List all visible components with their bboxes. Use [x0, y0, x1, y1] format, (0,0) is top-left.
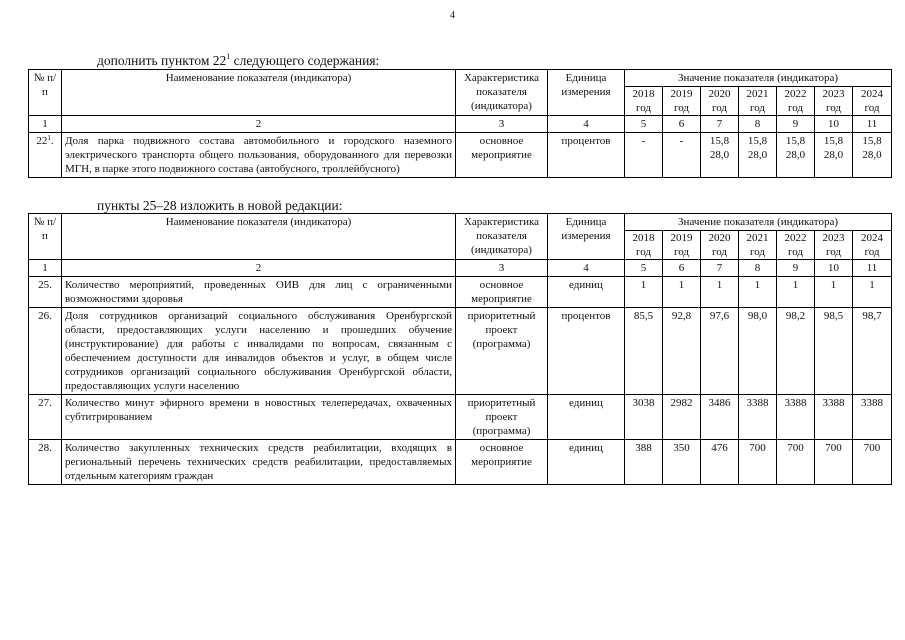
row-characteristic: основное мероприятие — [456, 133, 548, 178]
column-number: 10 — [815, 260, 853, 277]
header-year: 2018 год — [625, 231, 663, 260]
row-value: 3388 — [815, 395, 853, 440]
header-unit: Единица измерения — [548, 70, 625, 116]
row-name: Количество закупленных технических средств реабилитации, входящих в региональный перечень технических средств реабилитации, предоставляемых отдельным категориям граждан — [62, 440, 456, 485]
row-value: 98,5 — [815, 308, 853, 395]
header-year: 2019 год — [663, 231, 701, 260]
column-number: 4 — [548, 260, 625, 277]
column-number: 2 — [62, 116, 456, 133]
page-number: 4 — [450, 10, 455, 21]
row-value: - — [663, 133, 701, 178]
row-value: 3038 — [625, 395, 663, 440]
row-value: 700 — [777, 440, 815, 485]
header-year: 2018 год — [625, 87, 663, 116]
row-value: 700 — [739, 440, 777, 485]
header-year: 2020 год — [701, 231, 739, 260]
table-row — [29, 440, 892, 485]
row-number-suffix: . — [50, 135, 54, 147]
header-year: 2020 год — [701, 87, 739, 116]
row-name: Количество мероприятий, проведенных ОИВ для лиц с ограниченными возможностями здоровья — [62, 277, 456, 308]
row-value: - — [625, 133, 663, 178]
table-row — [29, 395, 892, 440]
column-number: 10 — [815, 116, 853, 133]
row-value: 1 — [663, 277, 701, 308]
row-value: 97,6 — [701, 308, 739, 395]
row-value: 15,8 28,0 — [853, 133, 892, 178]
column-number-row — [29, 260, 892, 277]
table-row — [29, 133, 892, 178]
row-value: 15,8 28,0 — [701, 133, 739, 178]
header-year: 2021 год — [739, 87, 777, 116]
row-value: 2982 — [663, 395, 701, 440]
column-number: 5 — [625, 116, 663, 133]
header-year: 2019 год — [663, 87, 701, 116]
row-characteristic: приоритетный проект (программа) — [456, 308, 548, 395]
row-value: 1 — [777, 277, 815, 308]
row-characteristic: основное мероприятие — [456, 440, 548, 485]
row-value: 3388 — [777, 395, 815, 440]
section2-intro: пункты 25–28 изложить в новой редакции: — [97, 198, 343, 213]
column-number: 1 — [29, 260, 62, 277]
row-value: 98,0 — [739, 308, 777, 395]
row-value: 3388 — [739, 395, 777, 440]
indicator-table-2 — [28, 213, 892, 485]
row-value: 476 — [701, 440, 739, 485]
table-row — [29, 308, 892, 395]
row-value: 15,8 28,0 — [777, 133, 815, 178]
row-characteristic: основное мероприятие — [456, 277, 548, 308]
row-number: 26. — [29, 308, 62, 395]
column-number: 6 — [663, 260, 701, 277]
column-number: 6 — [663, 116, 701, 133]
column-number: 11 — [853, 260, 892, 277]
row-value: 388 — [625, 440, 663, 485]
header-characteristic: Характеристика показателя (индикатора) — [456, 70, 548, 116]
column-number: 7 — [701, 116, 739, 133]
row-unit: единиц — [548, 440, 625, 485]
row-value: 98,7 — [853, 308, 892, 395]
column-number: 7 — [701, 260, 739, 277]
header-year: 2023 год — [815, 231, 853, 260]
row-value: 98,2 — [777, 308, 815, 395]
header-name: Наименование показателя (индикатора) — [62, 70, 456, 116]
header-num: № п/п — [29, 70, 62, 116]
section1-intro-prefix: дополнить пунктом 22 — [97, 53, 227, 68]
row-number-main: 22 — [36, 135, 48, 147]
row-unit: процентов — [548, 308, 625, 395]
column-number: 11 — [853, 116, 892, 133]
header-year: 2024 год — [853, 231, 892, 260]
column-number: 5 — [625, 260, 663, 277]
row-value: 15,8 28,0 — [815, 133, 853, 178]
row-value: 3486 — [701, 395, 739, 440]
row-value: 700 — [815, 440, 853, 485]
row-number-sup: 1 — [47, 134, 51, 142]
indicator-table-1 — [28, 69, 892, 178]
header-year: 2022 год — [777, 87, 815, 116]
header-values: Значение показателя (индикатора) — [625, 70, 892, 87]
column-number: 3 — [456, 260, 548, 277]
header-year: 2021 год — [739, 231, 777, 260]
row-value: 350 — [663, 440, 701, 485]
section1-intro-suffix: следующего содержания: — [230, 53, 380, 68]
row-name: Доля сотрудников организаций социального обслуживания Оренбургской области, предоставляющих услуги населению и прошедших обучение (инструктирование) для работы с инвалидами по вопросам, связанным с обеспечением доступности для инвалидов объектов и услуг, в общем числе сотрудников организаций социального обслуживания Оренбургской области, предоставляющих услуги населению — [62, 308, 456, 395]
header-values: Значение показателя (индикатора) — [625, 214, 892, 231]
header-unit: Единица измерения — [548, 214, 625, 260]
column-number: 8 — [739, 116, 777, 133]
row-name: Доля парка подвижного состава автомобильного и городского наземного электрического транспорта общего пользования, оборудованного для перевозки МГН, в парке этого подвижного состава (автобусного, троллейбусного) — [62, 133, 456, 178]
column-number: 9 — [777, 260, 815, 277]
header-year: 2024 год — [853, 87, 892, 116]
row-unit: процентов — [548, 133, 625, 178]
row-value: 85,5 — [625, 308, 663, 395]
column-number: 1 — [29, 116, 62, 133]
row-value: 1 — [853, 277, 892, 308]
row-value: 1 — [815, 277, 853, 308]
column-number: 4 — [548, 116, 625, 133]
row-value: 1 — [701, 277, 739, 308]
row-value: 3388 — [853, 395, 892, 440]
header-year: 2022 год — [777, 231, 815, 260]
column-number: 8 — [739, 260, 777, 277]
section1-intro-sup: 1 — [226, 52, 231, 61]
column-number: 3 — [456, 116, 548, 133]
row-unit: единиц — [548, 395, 625, 440]
row-value: 700 — [853, 440, 892, 485]
row-value: 1 — [625, 277, 663, 308]
row-value: 1 — [739, 277, 777, 308]
row-value: 92,8 — [663, 308, 701, 395]
header-name: Наименование показателя (индикатора) — [62, 214, 456, 260]
row-number: 25. — [29, 277, 62, 308]
row-unit: единиц — [548, 277, 625, 308]
row-value: 15,8 28,0 — [739, 133, 777, 178]
row-name: Количество минут эфирного времени в новостных телепередачах, охваченных субтитрированием — [62, 395, 456, 440]
section1-intro — [97, 54, 379, 68]
row-number: 28. — [29, 440, 62, 485]
row-number: 27. — [29, 395, 62, 440]
column-number: 9 — [777, 116, 815, 133]
header-num: № п/п — [29, 214, 62, 260]
row-number — [29, 133, 62, 178]
row-characteristic: приоритетный проект (программа) — [456, 395, 548, 440]
column-number-row — [29, 116, 892, 133]
column-number: 2 — [62, 260, 456, 277]
table-row — [29, 277, 892, 308]
header-characteristic: Характеристика показателя (индикатора) — [456, 214, 548, 260]
header-year: 2023 год — [815, 87, 853, 116]
